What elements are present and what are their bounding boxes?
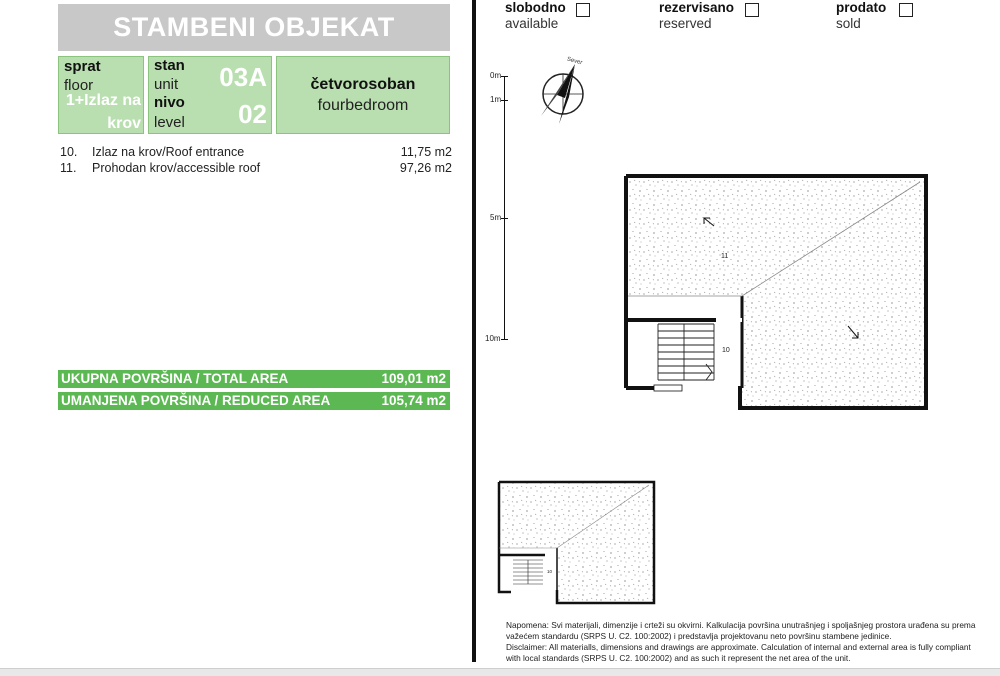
status-sold xyxy=(836,0,886,31)
room-name: Prohodan krov/accessible roof xyxy=(92,161,261,175)
page-bottom-edge xyxy=(0,668,1000,676)
status-reserved xyxy=(659,0,734,31)
reduced-area-value: 105,74 m2 xyxy=(381,393,446,408)
floor-label-local: sprat xyxy=(64,58,101,75)
scale-label-5m: 5m xyxy=(490,213,502,222)
unit-cell xyxy=(148,56,272,134)
room-area: 97,26 m2 xyxy=(399,161,452,175)
unit-label-en: unit xyxy=(154,76,179,93)
unit-label-local: stan xyxy=(154,57,185,74)
disclaimer-en: Disclaimer: All materialls, dimensions and drawings are approximate. Calculation of internal and external area is fully compliant with local standards (SRPS U. C2. 100:2002) and as such it represent the net area of the unit. xyxy=(506,642,971,663)
thumbnail-room-10-label: 10 xyxy=(547,569,553,574)
reduced-area-label: UMANJENA POVRŠINA / REDUCED AREA xyxy=(61,393,331,408)
status-available-en: available xyxy=(505,16,559,31)
status-sold-local: prodato xyxy=(836,0,887,15)
scale-tick xyxy=(501,218,508,219)
total-area-value: 109,01 m2 xyxy=(381,371,446,386)
type-cell xyxy=(276,56,450,134)
status-available xyxy=(505,0,566,31)
level-label-en: level xyxy=(154,114,185,131)
compass-north-label: Sever xyxy=(566,56,583,67)
vertical-divider xyxy=(472,0,476,662)
north-arrow-icon xyxy=(535,54,591,126)
scale-label-1m: 1m xyxy=(490,95,502,104)
level-value: 02 xyxy=(238,99,267,129)
scale-tick xyxy=(501,100,508,101)
scale-tick xyxy=(501,339,508,340)
scale-tick xyxy=(501,76,508,77)
unit-value: 03A xyxy=(219,62,267,92)
floor-label-en: floor xyxy=(64,77,94,94)
floor-cell xyxy=(58,56,144,134)
room-number: 10. xyxy=(60,145,78,159)
status-reserved-local: rezervisano xyxy=(659,0,735,15)
plan-room-11-label: 11 xyxy=(721,253,729,260)
reduced-area-row xyxy=(58,392,450,410)
status-available-local: slobodno xyxy=(505,0,566,15)
page-title: STAMBENI OBJEKAT xyxy=(58,4,450,51)
reserved-checkbox[interactable] xyxy=(745,3,759,17)
floor-value: 1+Izlaz na krov xyxy=(65,92,141,132)
status-sold-en: sold xyxy=(836,16,861,31)
scale-label-0m: 0m xyxy=(490,71,502,80)
thumbnail-plan xyxy=(497,480,656,605)
available-checkbox[interactable] xyxy=(576,3,590,17)
scale-bar xyxy=(504,76,505,340)
room-row xyxy=(60,145,452,161)
scale-label-10m: 10m xyxy=(485,334,501,343)
total-area-label: UKUPNA POVRŠINA / TOTAL AREA xyxy=(61,371,289,386)
disclaimer-local: Napomena: Svi materijali, dimenzije i crteži su okvirni. Kalkulacija površina unutrašnjeg i spoljašnjeg prostora urađena su prema važećem standardu (SRPS U. C2. 100:2002) i predstavlja projektovanu neto površinu stambene jedinice. xyxy=(506,620,976,641)
room-name: Izlaz na krov/Roof entrance xyxy=(92,145,245,159)
type-en: fourbedroom xyxy=(317,97,409,114)
room-row xyxy=(60,161,452,177)
sold-checkbox[interactable] xyxy=(899,3,913,17)
roof-floor-plan xyxy=(624,174,928,410)
disclaimer xyxy=(506,620,976,664)
room-number: 11. xyxy=(60,161,77,175)
level-label-local: nivo xyxy=(154,94,185,111)
type-local: četvorosoban xyxy=(310,76,416,93)
total-area-row xyxy=(58,370,450,388)
room-area: 11,75 m2 xyxy=(400,145,452,159)
status-reserved-en: reserved xyxy=(659,16,712,31)
plan-room-10-label: 10 xyxy=(722,347,730,354)
